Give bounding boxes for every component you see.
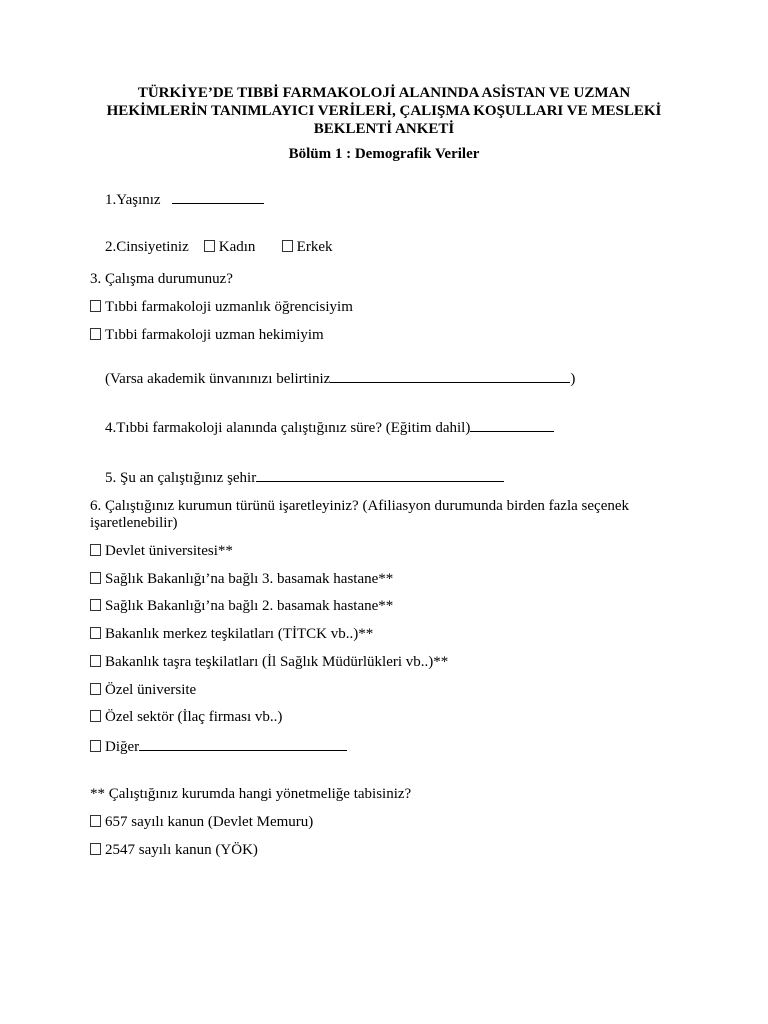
question-age-label: 1.Yaşınız xyxy=(105,192,161,208)
checkbox-law-657[interactable] xyxy=(90,815,101,827)
regulation-option xyxy=(90,842,258,859)
question-work-status: 3. Çalışma durumunuz? xyxy=(90,271,233,287)
question-city xyxy=(90,451,504,504)
regulation-option-label: 657 sayılı kanun (Devlet Memuru) xyxy=(105,814,314,830)
checkbox-private-university[interactable] xyxy=(90,683,101,695)
option-female-label: Kadın xyxy=(218,239,256,255)
option-resident-label: Tıbbi farmakoloji uzmanlık öğrencisiyim xyxy=(105,299,353,315)
checkbox-private-sector[interactable] xyxy=(90,710,101,722)
institution-option xyxy=(90,709,282,726)
title-line-2: HEKİMLERİN TANIMLAYICI VERİLERİ, ÇALIŞMA KOŞULLARI VE MESLEKİ xyxy=(106,103,662,119)
checkbox-secondary-hospital[interactable] xyxy=(90,599,101,611)
institution-option-label: Sağlık Bakanlığı’na bağlı 2. basamak hastane** xyxy=(105,598,394,614)
question-city-label: 5. Şu an çalıştığınız şehir xyxy=(105,470,257,486)
institution-option-label: Özel sektör (İlaç firması vb..) xyxy=(105,709,283,725)
option-resident xyxy=(90,299,353,316)
title-line-3: BEKLENTİ ANKETİ xyxy=(313,121,455,137)
academic-title-close: ) xyxy=(570,371,576,387)
checkbox-state-university[interactable] xyxy=(90,544,101,556)
regulation-option xyxy=(90,814,313,831)
title-line-1: TÜRKİYE’DE TIBBİ FARMAKOLOJİ ALANINDA ASİSTAN VE UZMAN xyxy=(137,85,631,101)
question-institution-line-1: 6. Çalıştığınız kurumun türünü işaretleyiniz? (Afiliasyon durumunda birden fazla seçenek xyxy=(90,498,630,514)
institution-option xyxy=(90,571,393,588)
question-gender-label: 2.Cinsiyetiniz xyxy=(105,239,189,255)
checkbox-other[interactable] xyxy=(90,740,101,752)
question-duration-label: 4.Tıbbi farmakoloji alanında çalıştığınız süre? (Eğitim dahil) xyxy=(105,420,471,436)
question-regulation: ** Çalıştığınız kurumda hangi yönetmeliğe tabisiniz? xyxy=(90,786,412,802)
option-specialist-label: Tıbbi farmakoloji uzman hekimiyim xyxy=(105,327,324,343)
institution-option-label: Özel üniversite xyxy=(105,682,197,698)
institution-option-label: Diğer xyxy=(105,739,140,755)
other-answer-blank[interactable] xyxy=(139,737,347,751)
question-age xyxy=(90,173,264,226)
question-gender xyxy=(90,222,333,273)
duration-answer-blank[interactable] xyxy=(470,418,554,432)
checkbox-ministry-provincial[interactable] xyxy=(90,655,101,667)
institution-option xyxy=(90,626,373,643)
survey-title xyxy=(60,84,708,138)
institution-option xyxy=(90,598,393,615)
institution-option-label: Bakanlık taşra teşkilatları (İl Sağlık Müdürlükleri vb..)** xyxy=(105,654,449,670)
institution-option xyxy=(90,543,233,560)
institution-option-label: Bakanlık merkez teşkilatları (TİTCK vb..)** xyxy=(105,626,374,642)
checkbox-ministry-central[interactable] xyxy=(90,627,101,639)
checkbox-male[interactable] xyxy=(282,240,293,252)
age-answer-blank[interactable] xyxy=(172,190,264,204)
academic-title-label: (Varsa akademik ünvanınızı belirtiniz xyxy=(105,371,331,387)
checkbox-law-2547[interactable] xyxy=(90,843,101,855)
institution-option-label: Sağlık Bakanlığı’na bağlı 3. basamak hastane** xyxy=(105,571,394,587)
checkbox-tertiary-hospital[interactable] xyxy=(90,572,101,584)
option-male-label: Erkek xyxy=(296,239,333,255)
section-heading: Bölüm 1 : Demografik Veriler xyxy=(288,146,480,162)
institution-option xyxy=(90,737,347,756)
academic-title-line xyxy=(90,352,575,405)
checkbox-resident[interactable] xyxy=(90,300,101,312)
question-institution-line-2: işaretlenebilir) xyxy=(90,515,178,531)
city-answer-blank[interactable] xyxy=(256,468,504,482)
institution-option xyxy=(90,654,448,671)
academic-title-blank[interactable] xyxy=(330,369,570,383)
option-specialist xyxy=(90,327,324,344)
institution-option-label: Devlet üniversitesi** xyxy=(105,543,233,559)
question-duration xyxy=(90,401,554,454)
checkbox-female[interactable] xyxy=(204,240,215,252)
regulation-option-label: 2547 sayılı kanun (YÖK) xyxy=(105,842,258,858)
institution-option xyxy=(90,682,196,699)
checkbox-specialist[interactable] xyxy=(90,328,101,340)
